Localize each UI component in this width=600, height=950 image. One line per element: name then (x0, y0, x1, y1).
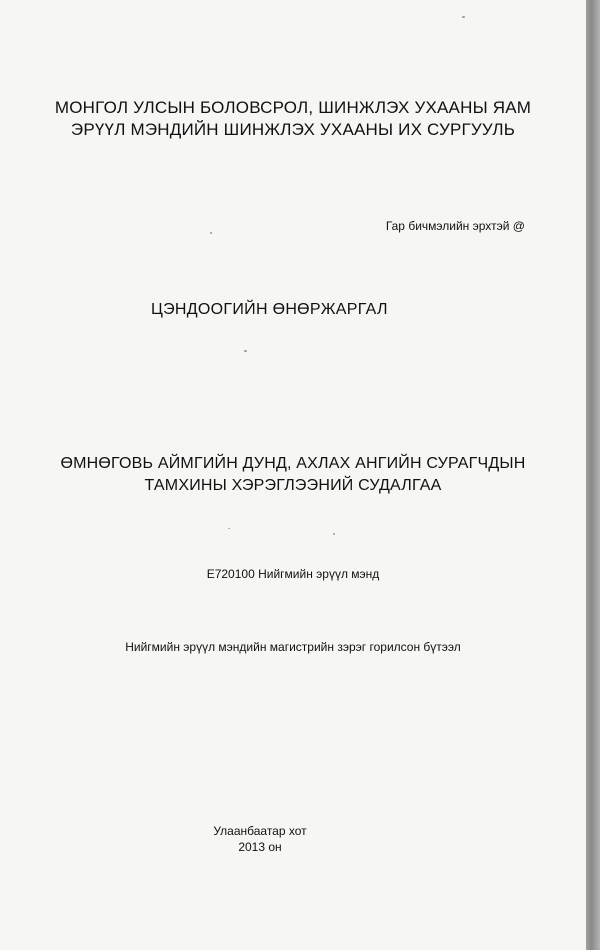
ministry-name-line1: МОНГОЛ УЛСЫН БОЛОВСРОЛ, ШИНЖЛЭХ УХААНЫ ЯАМ (54, 98, 532, 117)
degree-statement: Нийгмийн эрүүл мэндийн магистрийн зэрэг горилсон бүтээл (125, 640, 461, 654)
rights-notice: Гар бичмэлийн эрхтэй @ (385, 219, 525, 233)
scan-speck (210, 232, 212, 234)
publication-year: 2013 он (238, 840, 282, 854)
binding-edge (586, 0, 600, 950)
scan-speck (244, 350, 247, 352)
scan-speck (333, 533, 335, 535)
university-name-line2: ЭРҮҮЛ МЭНДИЙН ШИНЖЛЭХ УХААНЫ ИХ СУРГУУЛЬ (70, 120, 516, 139)
author-name: ЦЭНДООГИЙН ӨНӨРЖАРГАЛ (151, 301, 388, 318)
thesis-title-line1: ӨМНӨГОВЬ АЙМГИЙН ДУНД, АХЛАХ АНГИЙН СУРАГЧДЫН (60, 455, 526, 472)
scan-speck (228, 528, 230, 529)
specialty-code: Е720100 Нийгмийн эрүүл мэнд (206, 567, 380, 581)
thesis-title-line2: ТАМХИНЫ ХЭРЭГЛЭЭНИЙ СУДАЛГАА (144, 477, 442, 494)
scan-speck (462, 16, 465, 18)
place-of-publication: Улаанбаатар хот (213, 824, 307, 838)
